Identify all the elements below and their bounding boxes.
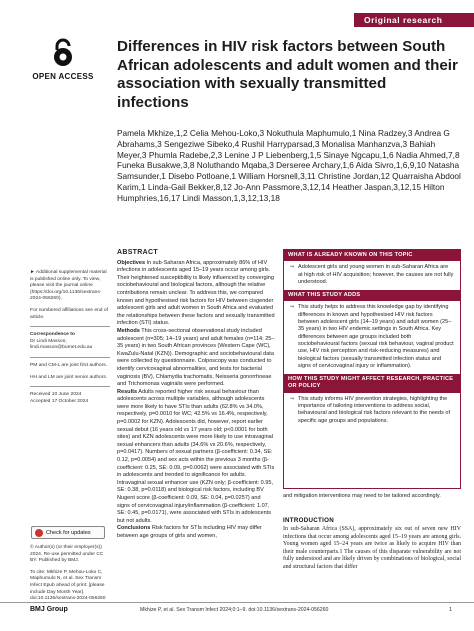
check-updates-icon	[35, 529, 43, 537]
results-text: Adults reported higher risk sexual behaviour than adolescents across multiple variables, although adolescents were more likely to have STIs than adults (62.8% vs 34.0%, respectively, p=0.0010 for WC; 42.5% vs 16.4%, respectively, p=0.0002 for KZN). Adolescents did, however, report earlier sexual debut (16 years old vs 17 years old; p<0.0001 for both sites) and KZN adolescents were more likely to use intravaginal sexual enhancers than adults (34.6% vs 20.6%, respectively, p=0.0417). Numbers of sexual partners (β-coefficient: 0.34, SE: 0.12, p=0.0054) and sex acts within the previous 3 months (β-coefficient: 0.25, SE: 0.09, p=0.0062) were associated with STIs in adolescents and trended to significance for adults. Intravaginal sexual enhancer use (KZN only; β-coefficient: 0.95, SE: 0.38, p=0.0118) and biological risk factors, including BV Nugent score (β-coefficient: 0.09, SE: 0.04, p=0.0257) and signs of cervicovaginal injury/inflammation (β-coefficient: 1.07, SE: 0.45, p=0.0171), were associated with STIs in adolescents but not adults.	[117, 388, 275, 524]
article-type-tag: Original research	[354, 13, 474, 27]
article-title: Differences in HIV risk factors between South African adolescents and adult women and their association with sexually transmitted infections	[117, 38, 458, 111]
open-access-label: OPEN ACCESS	[32, 72, 94, 81]
article-sidebar	[30, 270, 110, 410]
open-access-icon	[52, 38, 74, 68]
known-heading: WHAT IS ALREADY KNOWN ON THIS TOPIC	[284, 250, 460, 261]
footer-citation: Mkhize P, et al. Sex Transm Infect 2024;0:1–9. doi:10.1136/sextrans-2024-056260	[140, 607, 329, 613]
key-messages-box	[283, 249, 461, 489]
publisher-logo: BMJ Group	[30, 606, 68, 613]
received-date: Received 10 June 2024	[30, 392, 82, 398]
impact-heading: HOW THIS STUDY MIGHT AFFECT RESEARCH, PRACTICE OR POLICY	[284, 374, 460, 393]
impact-item: ⇒ This study informs HIV prevention strategies, highlighting the importance of tailoring interventions to address social, behavioural and biological risk factors relevant to the needs of specific age groups and populations.	[290, 396, 454, 425]
author-list: Pamela Mkhize,1,2 Celia Mehou-Loko,3 Nokuthula Maphumulo,1 Nina Radzey,3 Andrea G Abrahams,3 Sengeziwe Sibeko,4 Rushil Harryparsad,3 Monalisa Manhanzva,3 Bahiah Meyer,3 Phumla Radebe,2,3 Lenine J P Liebenberg,1,5 Sinaye Ngcapu,1,6 Nadia Ahmed,7,8 Funeka Busakwe,3,8 Noluthando Mqaba,3 Derseree Archary,1,6 Aida Sivro,1,6,9,10 Natasha Samsunder,1 Disebo Potloane,1 William Horsnell,3,11 Christine Jordan,12 Quarraisha Abdool Karim,1 Linda-Gail Bekker,8,12 Jo-Ann Passmore,3,12,14 Heather Jaspan,3,12,15 Hilton Humphries,16,17 Lindi Masson,1,3,12,13,18	[117, 128, 461, 203]
objectives-text: In sub-Saharan Africa, approximately 86% of HIV infections in adolescents aged 15–19 years occur among girls. Their heightened susceptibility is likely influenced by converging sociobehavioural and biological factors, although the relative contributions remain unclear. To address this, we compared known and hypothesised risk factors for HIV between cisgender adolescent girls and adult women in South Africa and evaluated the relationships between these factors and sexually transmitted infection (STI) status.	[117, 259, 275, 327]
methods-label: Methods	[117, 327, 140, 334]
known-item: ⇒ Adolescent girls and young women in sub-Saharan Africa are at high risk of HIV acquisition; however, the causes are not fully understood.	[290, 264, 454, 286]
adds-heading: WHAT THIS STUDY ADDS	[284, 290, 460, 301]
results-label: Results	[117, 388, 138, 395]
correspondence-text: Dr Lindi Masson; lindi.masson@burnet.edu.au	[30, 338, 93, 351]
objectives-label: Objectives	[117, 259, 146, 266]
sidebar-divider	[30, 326, 110, 327]
methods-text: This cross-sectional observational study included adolescent (n=305; 14–19 years) and adult females (n=114; 25–35 years) in two South African provinces (Western Cape (WC), KwaZulu-Natal (KZN)). Demographic and sociobehavioural data were collected by questionnaire. Colposcopy was conducted to identify cervicovaginal abnormalities, and tests for bacterial vaginosis (BV), Chlamydia trachomatis, Neisseria gonorrhoeae and Trichomonas vaginalis were performed.	[117, 327, 275, 388]
copyright-text: © Author(s) (or their employer(s)) 2024. Re-use permitted under CC BY. Published by BMJ.	[30, 545, 104, 564]
conclusions-text: Risk factors for STIs including HIV may differ between age groups of girls and women,	[117, 525, 262, 539]
copyright-block	[30, 545, 110, 603]
check-updates-label: Check for updates	[46, 530, 91, 536]
introduction-text: In sub-Saharan Africa (SSA), approximately six out of seven new HIV infections that occur among adolescents aged 15–19 years are among girls. Young women aged 15–24 years are twice as likely to acquire HIV than their male counterparts.1 The causes of this disparate vulnerability are not fully understood and are likely driven by combinations of biological, social and structural factors that differ	[283, 526, 461, 570]
correspondence-label: Correspondence to	[30, 332, 75, 338]
abstract	[117, 249, 275, 541]
check-for-updates-button[interactable]	[31, 526, 105, 539]
adds-item: ⇒ This study helps to address this knowledge gap by identifying differences in known and hypothesised HIV risk factors between adolescent girls (14–19 years) and adult women (25–35 years) in two HIV endemic settings in South Africa. Key differences between age groups included both sociobehavioural factors (sexual risk behaviour, vaginal product use, HIV risk perception and risk-reducing measures) and biological factors (sexually transmitted infection status and signs of cervicovaginal injury or inflammation).	[290, 304, 454, 370]
abstract-continuation: and mitigation interventions may need to be tailored accordingly.	[283, 493, 441, 499]
sidebar-divider	[30, 386, 110, 387]
affiliations-note: For numbered affiliations see end of article.	[30, 307, 108, 320]
joint-senior-note: HH and LM are joint senior authors.	[30, 374, 108, 380]
supplemental-note: ► Additional supplemental material is published online only. To view, please visit the journal online (https://doi.org/10.1136/sextrans-2024-056260).	[30, 270, 107, 302]
open-access-badge	[28, 38, 98, 81]
accepted-date: Accepted 17 October 2024	[30, 398, 89, 404]
footer-divider	[0, 602, 474, 603]
page-number: 1	[449, 607, 453, 613]
conclusions-label: Conclusions	[117, 525, 151, 532]
cite-as-text: To cite: Mkhize P, Mehou-Loko C, Maphumulo N, et al. Sex Transm Infect Epub ahead of print: [please include Day Month Year]. doi:10.1136/sextrans-2024-056260	[30, 569, 106, 602]
abstract-heading: ABSTRACT	[117, 249, 158, 256]
introduction-heading: INTRODUCTION	[283, 517, 335, 524]
joint-first-note: PM and CM-L are joint first authors.	[30, 362, 108, 368]
sidebar-divider	[30, 357, 110, 358]
